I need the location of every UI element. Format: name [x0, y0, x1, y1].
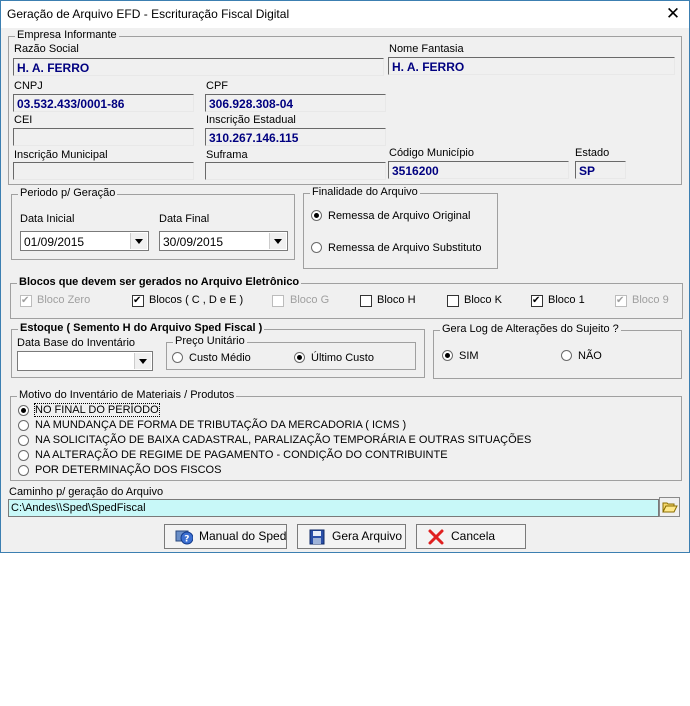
cei-label: CEI	[14, 114, 33, 126]
manual-sped-button[interactable]	[164, 524, 287, 549]
browse-folder-button[interactable]	[659, 497, 680, 517]
inscricao-estadual-field[interactable]: 310.267.146.115	[205, 128, 386, 146]
cpf-label: CPF	[206, 80, 228, 92]
data-final-value: 30/09/2015	[163, 235, 224, 249]
razao-social-label: Razão Social	[14, 43, 79, 55]
save-icon	[308, 528, 326, 546]
finalidade-original-label[interactable]: Remessa de Arquivo Original	[328, 210, 471, 222]
ultimo-custo-radio[interactable]	[294, 352, 305, 363]
finalidade-original-radio[interactable]	[311, 210, 322, 221]
inscricao-municipal-label: Inscrição Municipal	[14, 149, 108, 161]
motivo-baixa-radio[interactable]	[18, 435, 29, 446]
motivo-baixa-label[interactable]: NA SOLICITAÇÃO DE BAIXA CADASTRAL, PARALIZAÇÃO TEMPORÁRIA E OUTRAS SITUAÇÕES	[35, 434, 532, 446]
bloco-g-label: Bloco G	[290, 294, 330, 306]
log-legend: Gera Log de Alterações do Sujeito ?	[442, 323, 619, 335]
inscricao-estadual-label: Inscrição Estadual	[206, 114, 296, 126]
bloco-g-checkbox	[272, 295, 284, 307]
finalidade-substituto-radio[interactable]	[311, 242, 322, 253]
data-inicial-value: 01/09/2015	[24, 235, 85, 249]
cancel-x-icon	[427, 528, 445, 546]
gera-arquivo-button[interactable]	[297, 524, 406, 549]
log-sim-label[interactable]: SIM	[459, 350, 479, 362]
suframa-label: Suframa	[206, 149, 248, 161]
motivo-final-periodo-label[interactable]: NO FINAL DO PERÍODO	[35, 404, 159, 416]
bloco-zero-checkbox	[20, 295, 32, 307]
svg-text:?: ?	[184, 534, 190, 545]
data-final-picker[interactable]	[159, 231, 288, 251]
periodo-legend: Periodo p/ Geração	[20, 187, 116, 199]
blocos-cde-checkbox[interactable]	[132, 295, 144, 307]
estoque-legend: Estoque ( Semento H do Arquivo Sped Fiscal )	[20, 322, 263, 334]
chevron-down-icon[interactable]	[134, 353, 151, 369]
nome-fantasia-field[interactable]: H. A. FERRO	[388, 57, 675, 75]
estado-label: Estado	[575, 147, 610, 159]
motivo-fiscos-radio[interactable]	[18, 465, 29, 476]
log-nao-label[interactable]: NÃO	[578, 350, 602, 362]
bloco-h-checkbox[interactable]	[360, 295, 372, 307]
bloco-k-checkbox[interactable]	[447, 295, 459, 307]
bloco-k-label[interactable]: Bloco K	[464, 294, 502, 306]
folder-open-icon	[660, 498, 679, 516]
data-final-label: Data Final	[159, 213, 210, 225]
bloco-1-checkbox[interactable]	[531, 295, 543, 307]
cancela-button[interactable]	[416, 524, 526, 549]
cpf-field[interactable]: 306.928.308-04	[205, 94, 386, 112]
empresa-legend: Empresa Informante	[17, 29, 117, 41]
cnpj-label: CNPJ	[14, 80, 43, 92]
data-base-label: Data Base do Inventário	[17, 337, 136, 349]
caminho-label: Caminho p/ geração do Arquivo	[9, 486, 164, 498]
bloco-9-checkbox	[615, 295, 627, 307]
blocos-legend: Blocos que devem ser gerados no Arquivo Eletrônico	[19, 276, 300, 288]
finalidade-group	[303, 186, 498, 269]
ultimo-custo-label[interactable]: Último Custo	[311, 352, 374, 364]
motivo-final-periodo-radio[interactable]	[18, 405, 29, 416]
inscricao-municipal-field[interactable]	[13, 162, 194, 180]
bloco-9-label: Bloco 9	[632, 294, 669, 306]
motivo-legend: Motivo do Inventário de Materiais / Produtos	[19, 389, 235, 401]
codigo-municipio-label: Código Município	[389, 147, 474, 159]
nome-fantasia-label: Nome Fantasia	[389, 43, 464, 55]
caminho-input[interactable]: C:\Andes\\Sped\SpedFiscal	[8, 499, 659, 517]
motivo-tributacao-radio[interactable]	[18, 420, 29, 431]
custo-medio-radio[interactable]	[172, 352, 183, 363]
title-bar	[1, 1, 689, 28]
cancela-label: Cancela	[451, 529, 496, 543]
data-base-picker[interactable]	[17, 351, 153, 371]
log-sim-radio[interactable]	[442, 350, 453, 361]
chevron-down-icon[interactable]	[269, 233, 286, 249]
log-nao-radio[interactable]	[561, 350, 572, 361]
finalidade-legend: Finalidade do Arquivo	[312, 186, 418, 198]
data-inicial-label: Data Inicial	[20, 213, 75, 225]
bloco-h-label[interactable]: Bloco H	[377, 294, 416, 306]
preco-legend: Preço Unitário	[175, 335, 245, 347]
custo-medio-label[interactable]: Custo Médio	[189, 352, 251, 364]
motivo-regime-label[interactable]: NA ALTERAÇÃO DE REGIME DE PAGAMENTO - CONDIÇÃO DO CONTRIBUINTE	[35, 449, 448, 461]
estado-field[interactable]: SP	[575, 161, 626, 179]
finalidade-substituto-label[interactable]: Remessa de Arquivo Substituto	[328, 242, 482, 254]
bloco-1-label[interactable]: Bloco 1	[548, 294, 585, 306]
bloco-zero-label: Bloco Zero	[37, 294, 91, 306]
cnpj-field[interactable]: 03.532.433/0001-86	[13, 94, 194, 112]
close-icon[interactable]: ✕	[665, 4, 681, 23]
data-inicial-picker[interactable]	[20, 231, 149, 251]
blocos-cde-label[interactable]: Blocos ( C , D e E )	[149, 294, 244, 306]
help-icon	[175, 528, 193, 546]
motivo-regime-radio[interactable]	[18, 450, 29, 461]
razao-social-field[interactable]: H. A. FERRO	[13, 58, 384, 76]
cei-field[interactable]	[13, 128, 194, 146]
chevron-down-icon[interactable]	[130, 233, 147, 249]
window-title: Geração de Arquivo EFD - Escrituração Fiscal Digital	[7, 7, 290, 21]
motivo-tributacao-label[interactable]: NA MUNDANÇA DE FORMA DE TRIBUTAÇÃO DA MERCADORIA ( ICMS )	[35, 419, 407, 431]
gera-arquivo-label: Gera Arquivo	[332, 529, 403, 543]
suframa-field[interactable]	[205, 162, 386, 180]
codigo-municipio-field[interactable]: 3516200	[388, 161, 569, 179]
manual-sped-label: Manual do Sped	[199, 529, 287, 543]
motivo-fiscos-label[interactable]: POR DETERMINAÇÃO DOS FISCOS	[35, 464, 222, 476]
